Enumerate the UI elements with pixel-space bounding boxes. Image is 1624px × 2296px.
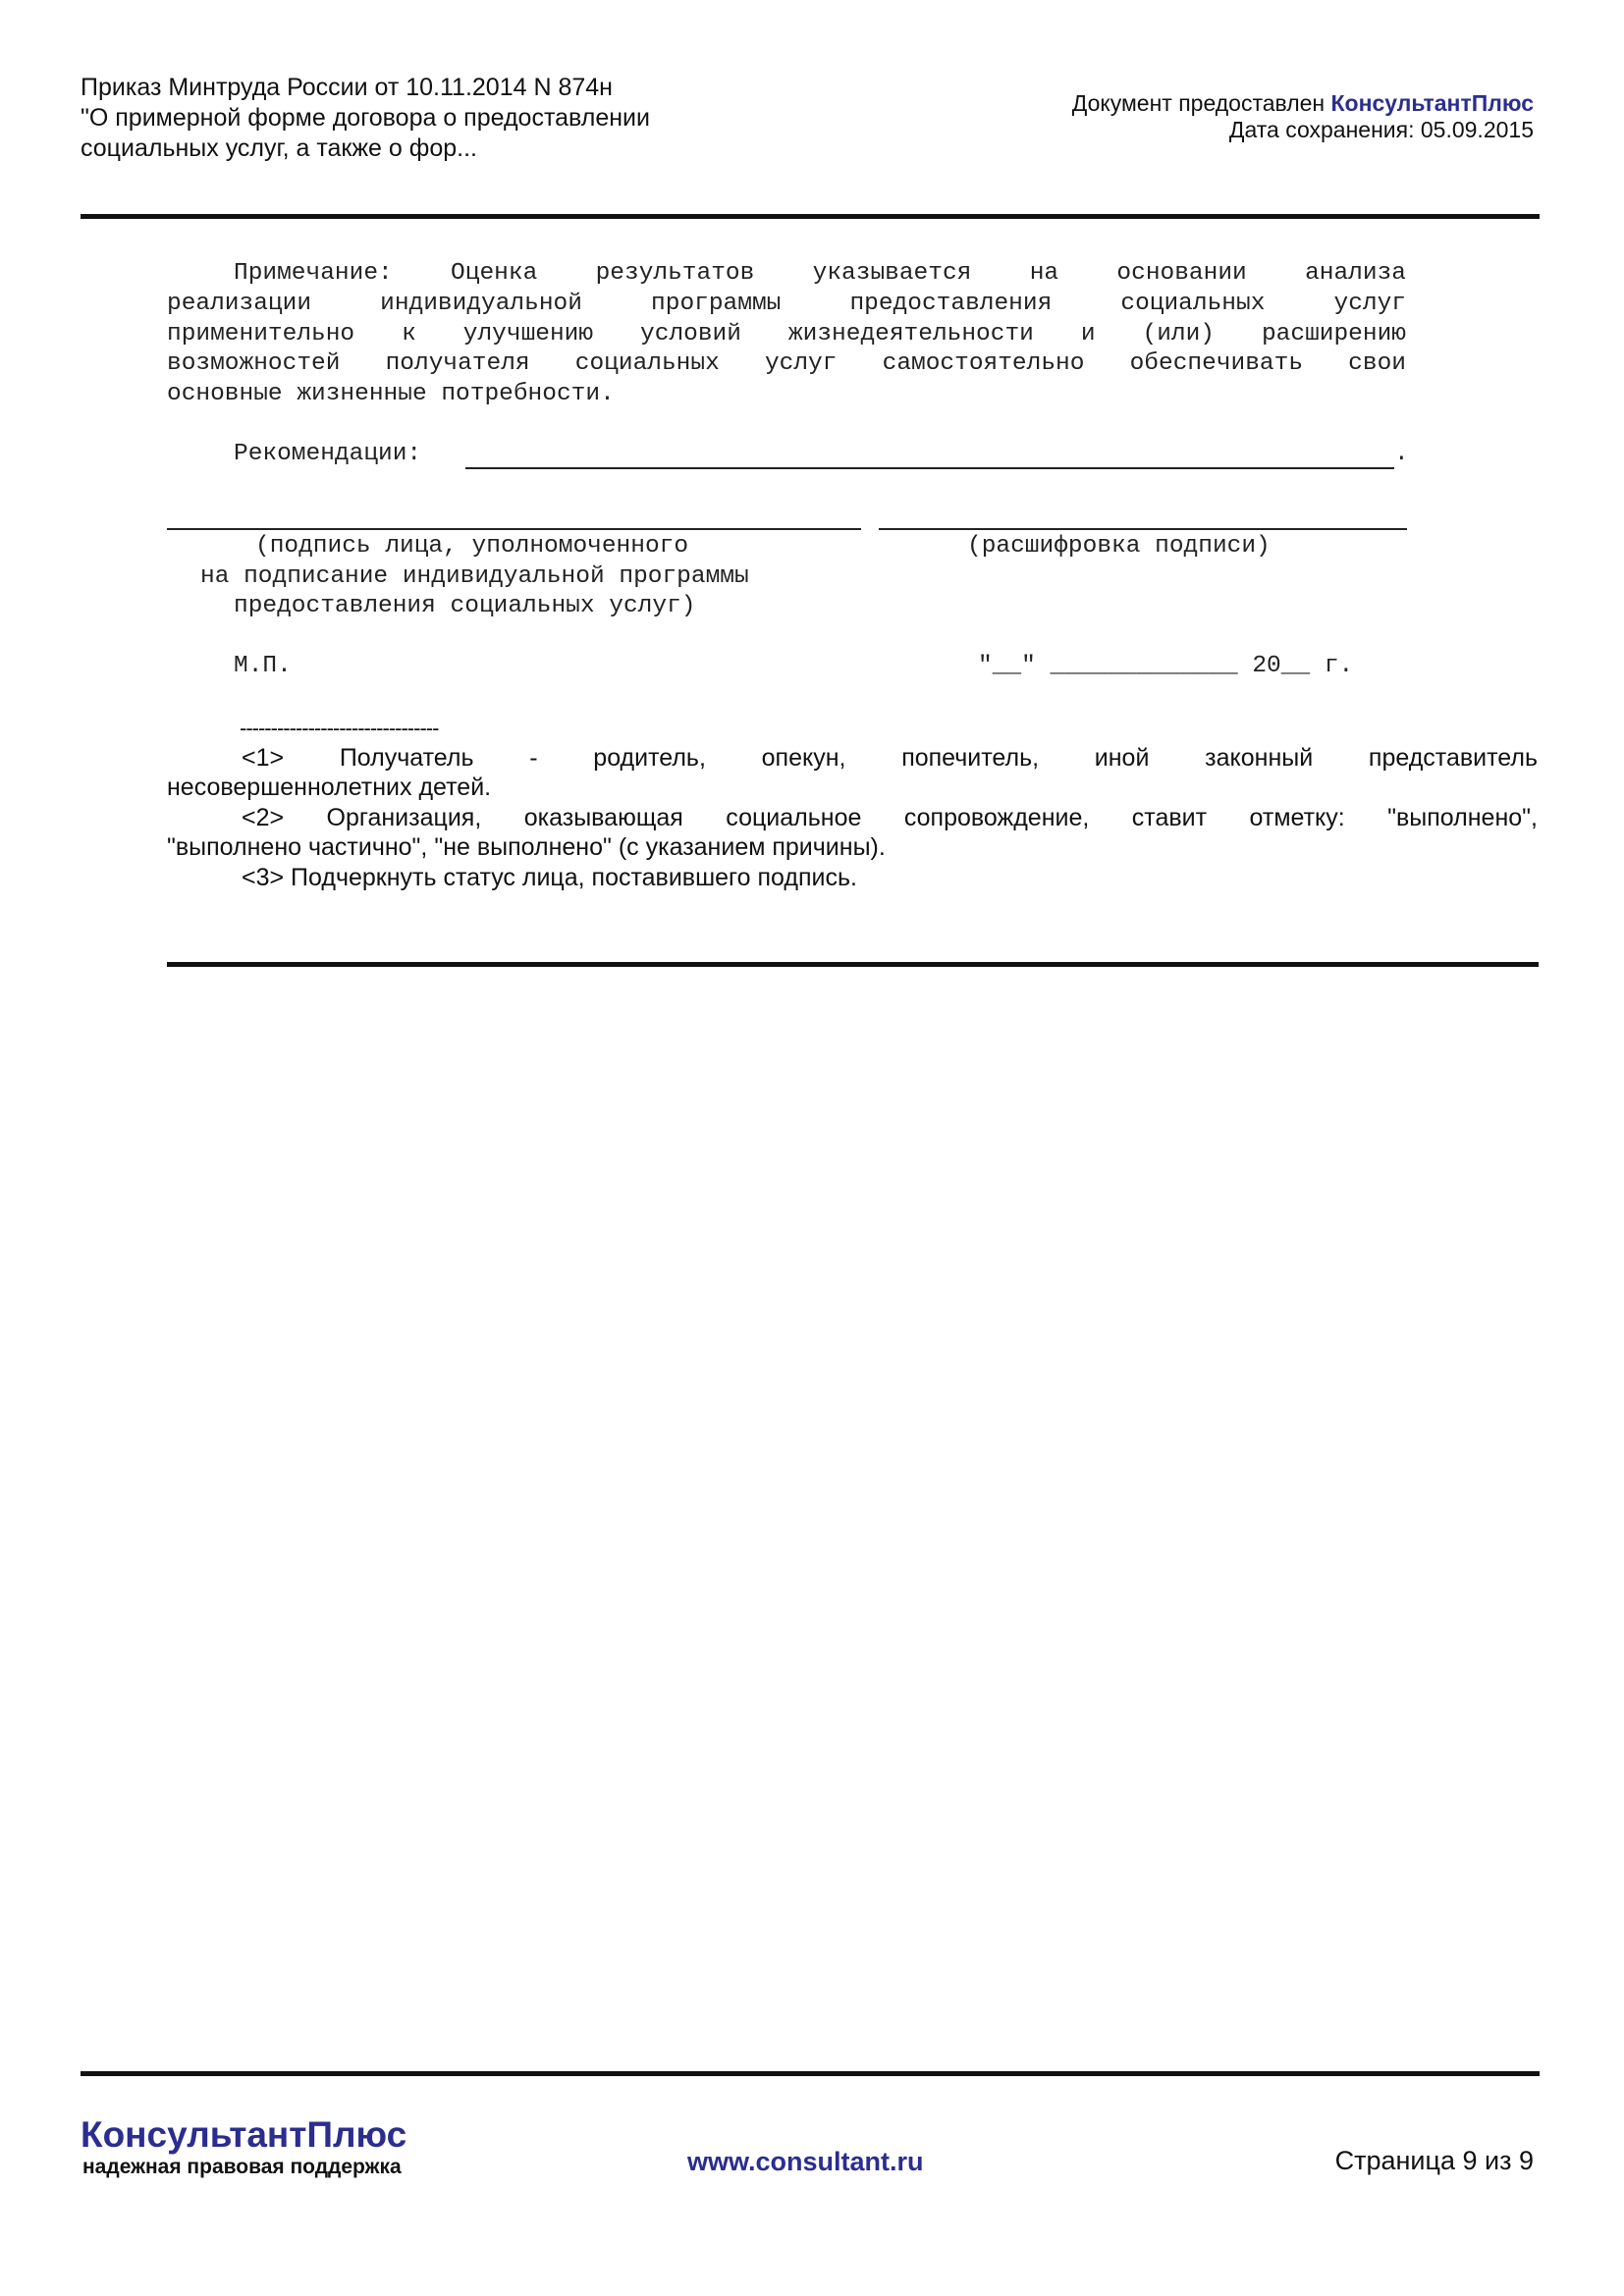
- stamp-label: М.П.: [234, 653, 292, 679]
- footnote-2-line-1: <2> Организация, оказывающая социальное сопровождение, ставит отметку: "выполнено",: [242, 804, 1538, 831]
- provided-by-line: [1072, 90, 1534, 117]
- provided-by-text: Документ предоставлен: [1071, 90, 1331, 116]
- recommendations-label: Рекомендации:: [234, 441, 422, 467]
- footnote-1-line-1: <1> Получатель - родитель, опекун, попечитель, иной законный представитель: [242, 744, 1538, 772]
- header-divider: [81, 214, 1540, 219]
- footer-tagline: надежная правовая поддержка: [82, 2156, 402, 2178]
- note-line-2: реализации индивидуальной программы предоставления социальных услуг: [167, 291, 1406, 317]
- footer-url-link[interactable]: www.consultant.ru: [687, 2147, 924, 2176]
- title-line-2: "О примерной форме договора о предоставлении: [81, 104, 650, 132]
- provided-by-brand: КонсультантПлюс: [1330, 90, 1534, 116]
- date-template: "__" _____________ 20__ г.: [978, 653, 1354, 679]
- decoding-caption: (расшифровка подписи): [967, 533, 1271, 560]
- footnote-1-line-2: несовершеннолетних детей.: [167, 774, 492, 801]
- title-line-3: социальных услуг, а также о фор...: [81, 134, 477, 162]
- recommendations-end: .: [1394, 441, 1409, 467]
- footer-brand-logo: КонсультантПлюс: [81, 2114, 407, 2155]
- note-line-3: применительно к улучшению условий жизнедеятельности и (или) расширению: [167, 321, 1406, 347]
- footnote-2-line-2: "выполнено частично", "не выполнено" (с указанием причины).: [167, 833, 886, 861]
- signature-caption-3: предоставления социальных услуг): [234, 593, 696, 619]
- footnote-separator: --------------------------------: [240, 716, 439, 740]
- signature-caption-1: (подпись лица, уполномоченного: [255, 533, 689, 560]
- note-line-5: основные жизненные потребности.: [167, 381, 615, 407]
- provided-by-block: [1072, 90, 1534, 143]
- decoding-line: [879, 528, 1407, 530]
- title-line-1: Приказ Минтруда России от 10.11.2014 N 874н: [81, 74, 613, 101]
- page-indicator: Страница 9 из 9: [1334, 2146, 1534, 2175]
- content-end-divider: [167, 962, 1539, 967]
- footnote-3: <3> Подчеркнуть статус лица, поставившего подпись.: [242, 864, 857, 891]
- note-line-4: возможностей получателя социальных услуг самостоятельно обеспечивать свои: [167, 350, 1406, 377]
- footer-divider: [81, 2071, 1540, 2076]
- signature-caption-2: на подписание индивидуальной программы: [200, 563, 749, 590]
- document-title: [81, 73, 768, 164]
- save-date: Дата сохранения: 05.09.2015: [1228, 117, 1534, 142]
- signature-line: [167, 528, 861, 530]
- recommendations-line: [465, 467, 1394, 469]
- note-line-1: Примечание: Оценка результатов указывается на основании анализа: [234, 260, 1406, 287]
